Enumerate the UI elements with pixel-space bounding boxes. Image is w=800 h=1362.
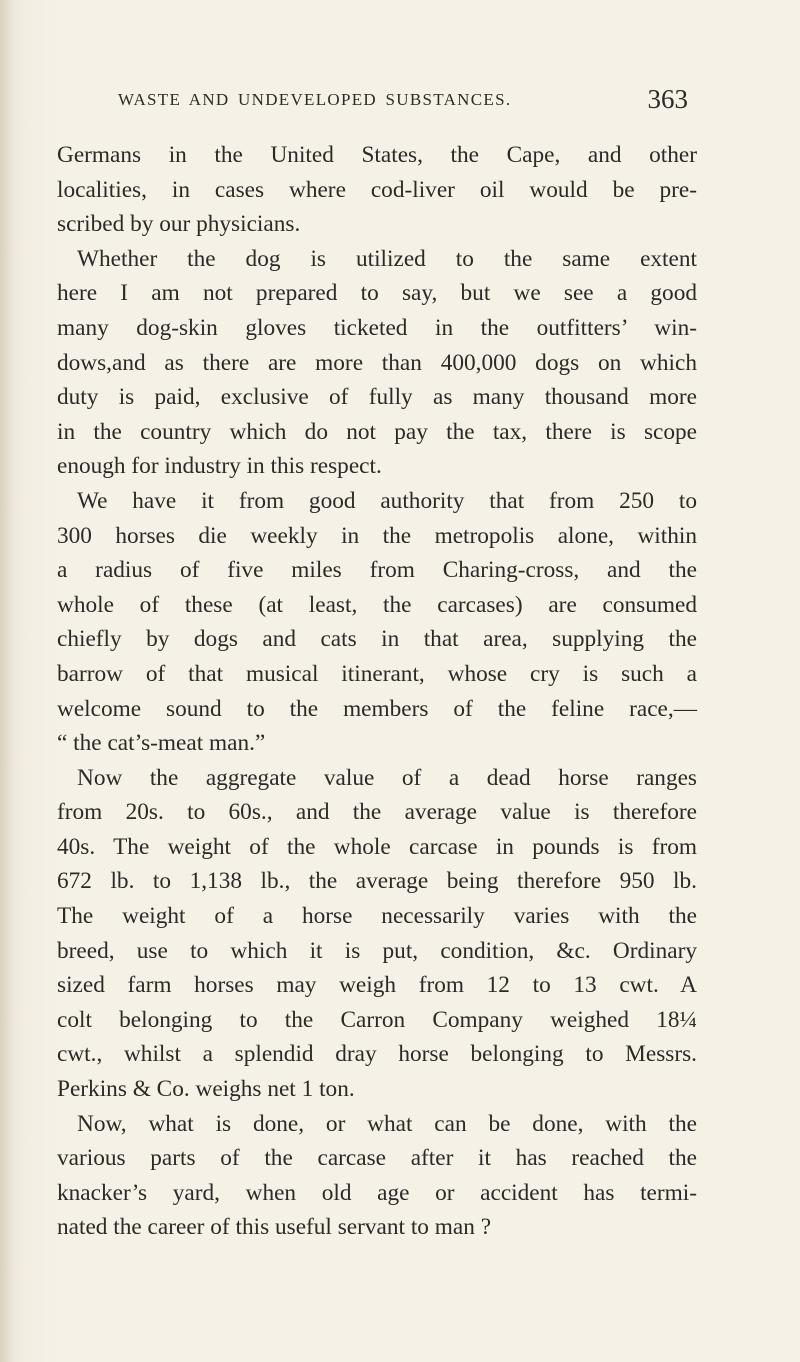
text-line: Now, what is done, or what can be done, with the (77, 1110, 697, 1137)
spine-shadow (0, 0, 14, 1362)
text-line: enough for industry in this respect. (57, 453, 382, 480)
text-line: in the country which do not pay the tax, there is scope (57, 418, 697, 445)
text-line: scribed by our physicians. (57, 211, 301, 238)
text-line: knacker’s yard, when old age or accident has termi- (57, 1179, 697, 1206)
text-line: whole of these (at least, the carcases) are consumed (57, 591, 697, 618)
text-line: many dog-skin gloves ticketed in the outfitters’ win- (57, 314, 697, 341)
page-number: 363 (647, 84, 688, 114)
text-line: cwt., whilst a splendid dray horse belonging to Messrs. (57, 1041, 697, 1068)
running-title: WASTE AND UNDEVELOPED SUBSTANCES. (118, 90, 512, 109)
text-line: nated the career of this useful servant to man ? (57, 1214, 492, 1241)
text-line: welcome sound to the members of the feline race,— (57, 695, 697, 722)
text-line: duty is paid, exclusive of fully as many thousand more (57, 384, 697, 411)
text-line: “ the cat’s-meat man.” (57, 730, 266, 757)
text-line: a radius of five miles from Charing-cross, and the (57, 557, 697, 584)
text-line: sized farm horses may weigh from 12 to 13 cwt. A (57, 972, 697, 999)
text-line: 40s. The weight of the whole carcase in pounds is from (57, 833, 697, 860)
text-line: 672 lb. to 1,138 lb., the average being therefore 950 lb. (57, 868, 697, 895)
text-line: from 20s. to 60s., and the average value is therefore (57, 799, 697, 826)
text-line: various parts of the carcase after it has reached the (57, 1145, 697, 1172)
text-line: Perkins & Co. weighs net 1 ton. (57, 1076, 355, 1103)
body-text (57, 138, 697, 1245)
text-line: here I am not prepared to say, but we see a good (57, 280, 697, 307)
text-line: barrow of that musical itinerant, whose cry is such a (57, 660, 697, 687)
text-line: Germans in the United States, the Cape, and other (57, 142, 697, 168)
running-head (118, 84, 688, 120)
text-line: chiefly by dogs and cats in that area, supplying the (57, 626, 697, 653)
text-line: Whether the dog is utilized to the same extent (77, 245, 697, 272)
text-line: 300 horses die weekly in the metropolis alone, within (57, 522, 697, 549)
text-line: Now the aggregate value of a dead horse ranges (77, 764, 697, 791)
text-line: localities, in cases where cod-liver oil would be pre- (57, 176, 697, 203)
text-line: The weight of a horse necessarily varies with the (57, 903, 697, 930)
text-line: colt belonging to the Carron Company weighed 18¼ (57, 1006, 697, 1033)
text-line: breed, use to which it is put, condition, &c. Ordinary (57, 937, 697, 964)
text-line: We have it from good authority that from 250 to (77, 487, 697, 514)
text-line: dows,and as there are more than 400,000 dogs on which (57, 349, 697, 376)
